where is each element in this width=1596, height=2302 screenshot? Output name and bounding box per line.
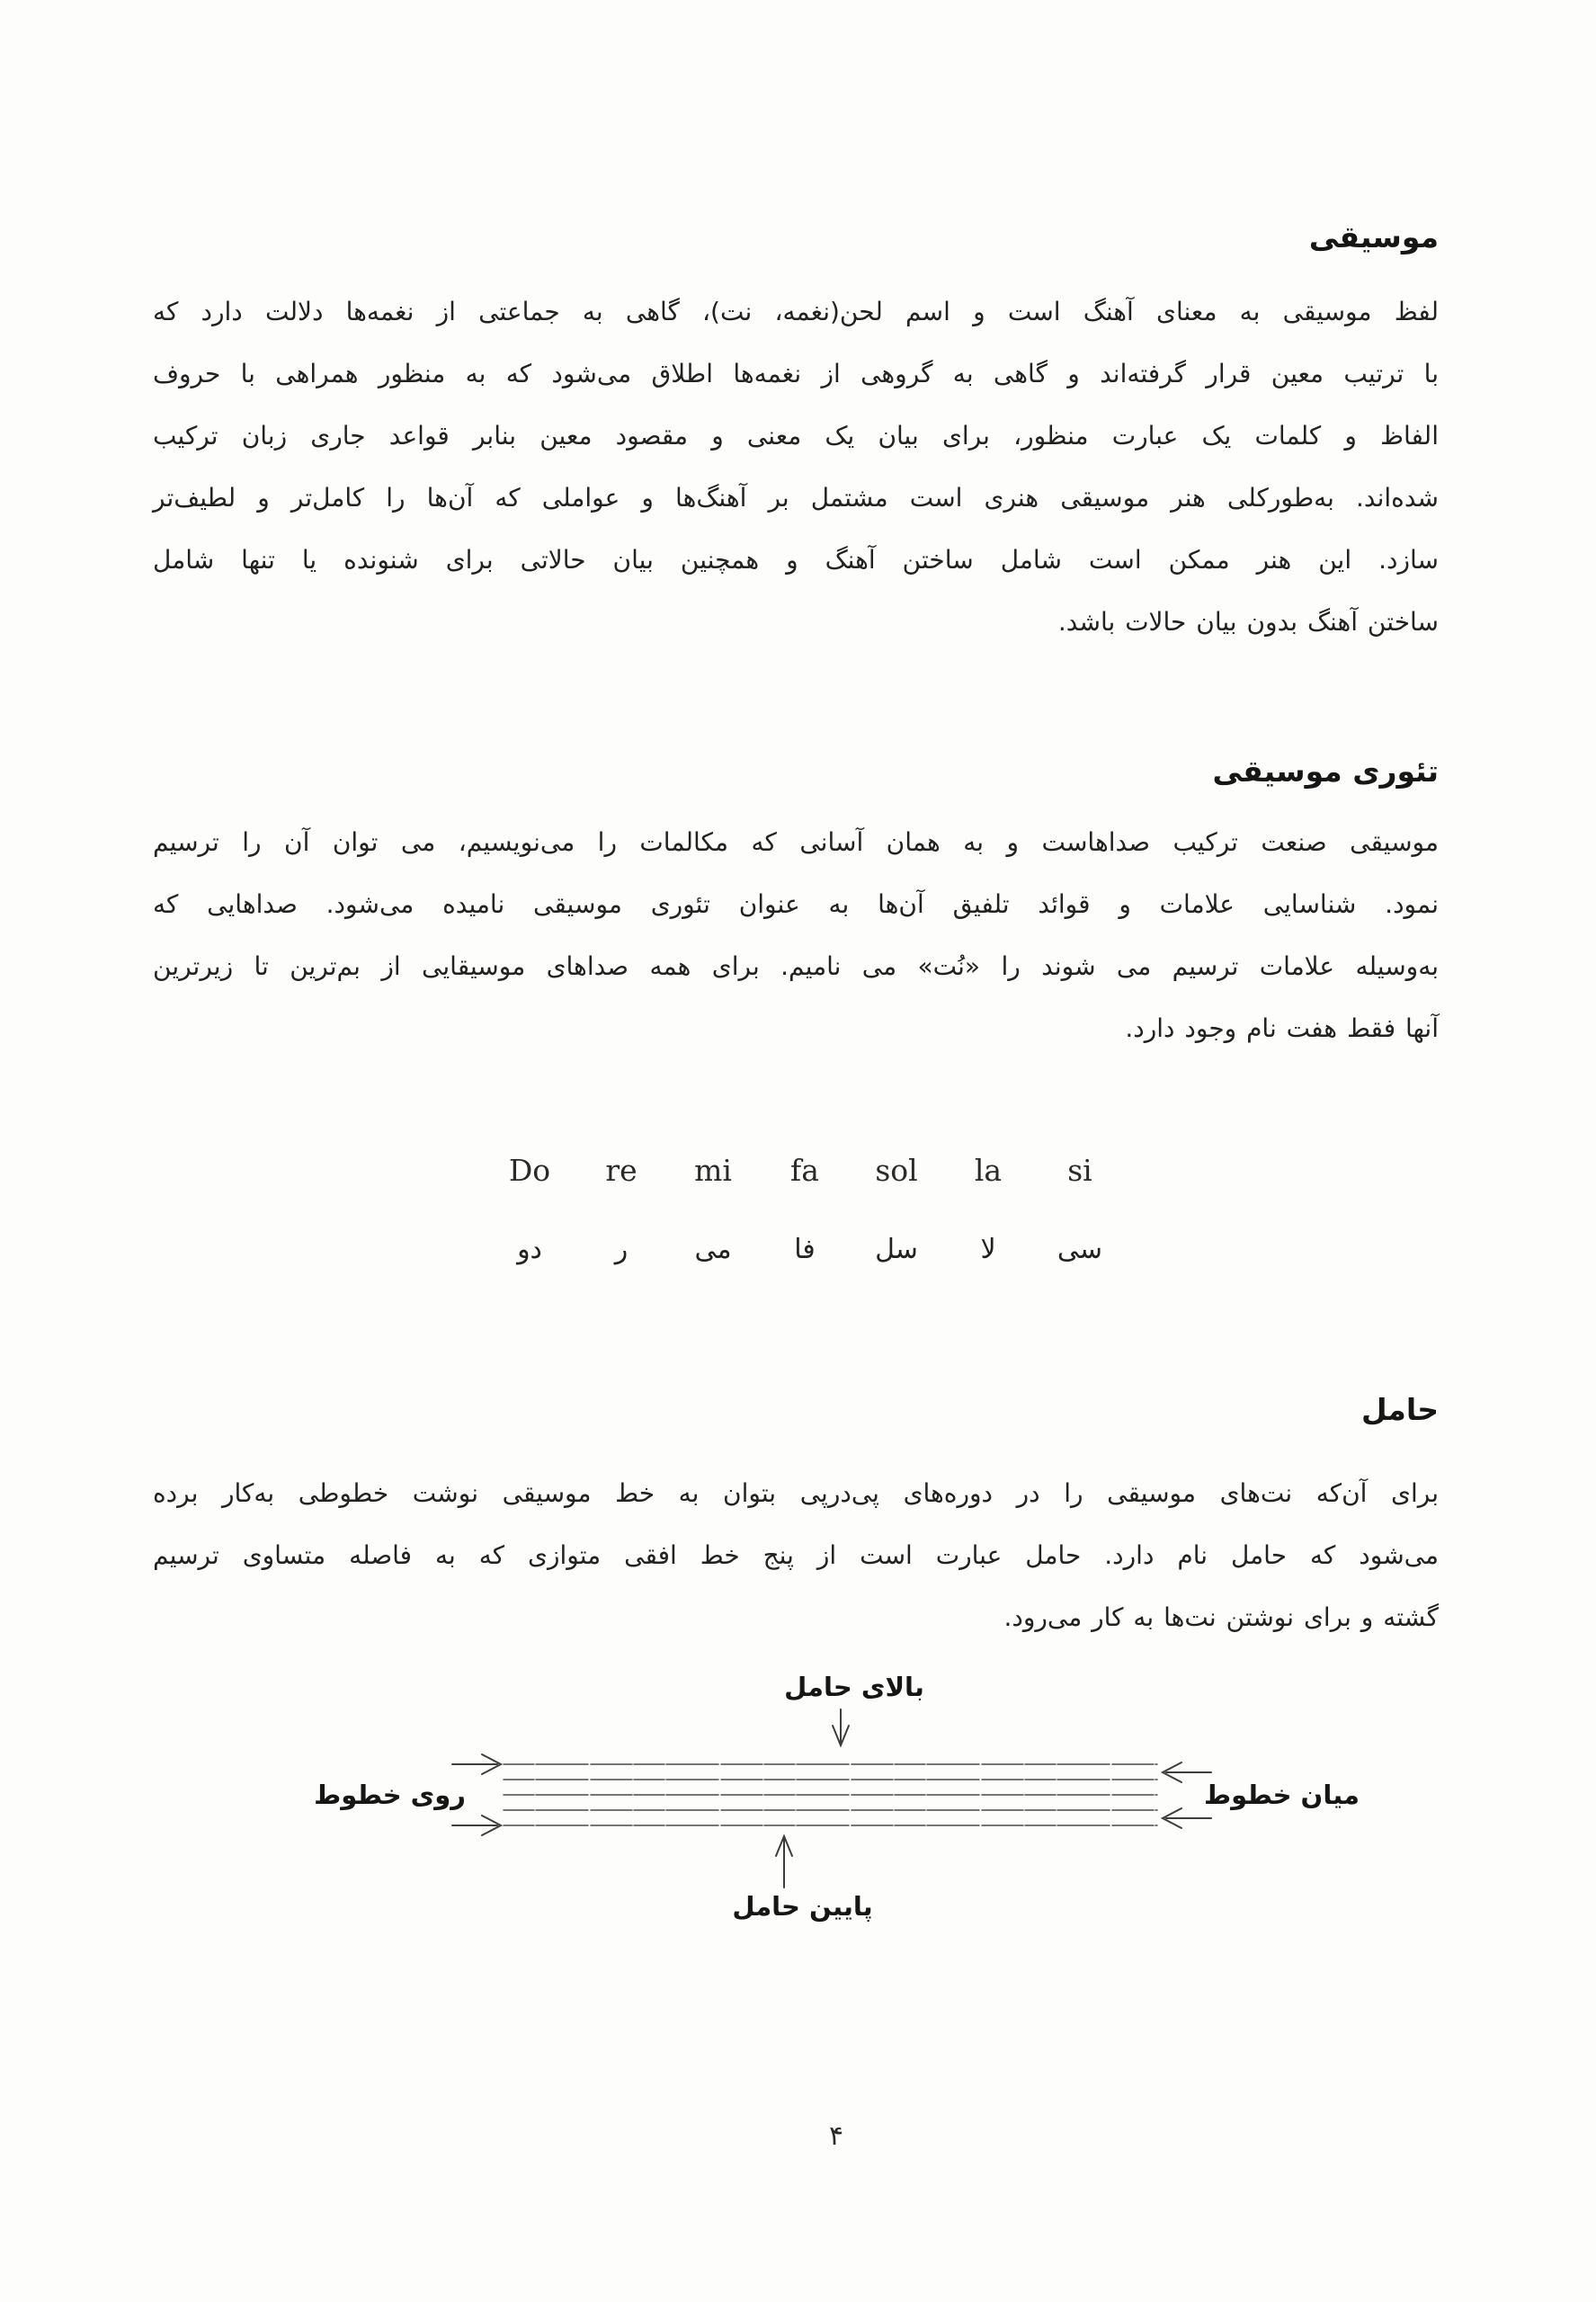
note-persian: سی (1057, 1234, 1103, 1265)
note-latin: mi (694, 1153, 732, 1188)
text-line: شده‌اند. به‌طورکلی هنر موسیقی هنری است مشتمل بر آهنگ‌ها و عواملی که آن‌ها را کامل‌تر و لطیف‌تر (153, 483, 1439, 513)
diagram-label-below-staff: پایین حامل (732, 1891, 873, 1922)
section-heading-music: موسیقی (1308, 219, 1439, 254)
text-line: گشته و برای نوشتن نت‌ها به کار می‌رود. (1003, 1602, 1439, 1632)
note-names-latin-row (490, 1153, 1119, 1188)
note-latin: re (605, 1153, 638, 1188)
paragraph-music-theory (153, 811, 1439, 1059)
note-latin: Do (508, 1153, 551, 1188)
arrow-up-icon (776, 1836, 792, 1887)
note-persian: سل (875, 1234, 918, 1265)
text-line: ساختن آهنگ بدون بیان حالات باشد. (1057, 607, 1439, 637)
note-names-persian-row (490, 1234, 1119, 1265)
text-line: آنها فقط هفت نام وجود دارد. (1125, 1013, 1439, 1043)
arrow-down-icon (833, 1709, 849, 1745)
paragraph-music (153, 281, 1439, 653)
text-line: برای آن‌که نت‌های موسیقی را در دوره‌های پی‌درپی بتوان به خط موسیقی نوشت خطوطی به‌کار برده (153, 1478, 1439, 1508)
note-persian: دو (517, 1234, 542, 1265)
text-line: الفاظ و کلمات یک عبارت منظور، برای بیان یک معنی و مقصود معین بنابر قواعد جاری زبان ترکیب (153, 421, 1439, 451)
staff-diagram (0, 1668, 1596, 1947)
note-latin: sol (875, 1153, 918, 1188)
page-number: ۴ (828, 2120, 844, 2152)
text-line: سازد. این هنر ممکن است شامل ساختن آهنگ و همچنین بیان حالاتی برای شنونده یا تنها شامل (153, 545, 1439, 575)
note-persian: لا (980, 1234, 996, 1265)
section-heading-music-theory: تئوری موسیقی (1212, 754, 1439, 789)
note-latin: si (1067, 1153, 1092, 1188)
text-line: به‌وسیله علامات ترسیم می شوند را «نُت» می نامیم. برای همه صداهای موسیقایی از بم‌ترین تا زیرترین (153, 951, 1439, 981)
diagram-label-between-lines: میان خطوط (1204, 1780, 1360, 1810)
staff-five-lines (504, 1764, 1157, 1825)
text-line: نمود. شناسایی علامات و قوائد تلفیق آن‌ها به عنوان تئوری موسیقی نامیده می‌شود. صداهایی که (153, 889, 1439, 919)
text-line: با ترتیب معین قرار گرفته‌اند و گاهی به گروهی از نغمه‌ها اطلاق می‌شود که به منظور همراهی با حروف (153, 359, 1439, 388)
text-line: لفظ موسیقی به معنای آهنگ است و اسم لحن(نغمه، نت)، گاهی به جماعتی از نغمه‌ها دلالت دارد که (153, 297, 1439, 326)
paragraph-staff (153, 1462, 1439, 1648)
section-heading-staff: حامل (1360, 1392, 1439, 1427)
note-latin: fa (790, 1153, 819, 1188)
arrow-left-icon (1163, 1762, 1211, 1828)
note-latin: la (974, 1153, 1003, 1188)
arrow-right-icon (452, 1754, 501, 1835)
note-persian: فا (794, 1234, 816, 1265)
diagram-label-on-lines: روی خطوط (314, 1780, 466, 1810)
text-line: می‌شود که حامل نام دارد. حامل عبارت است از پنج خط افقی متوازی که به فاصله متساوی ترسیم (153, 1540, 1439, 1570)
note-persian: می (694, 1234, 732, 1265)
staff-lines-and-arrows (0, 1668, 1596, 1947)
text-line: موسیقی صنعت ترکیب صداهاست و به همان آسانی که مکالمات را می‌نویسیم، می توان آن را ترسیم (153, 827, 1439, 857)
note-persian: ر (614, 1234, 629, 1265)
diagram-label-above-staff: بالای حامل (784, 1672, 924, 1702)
